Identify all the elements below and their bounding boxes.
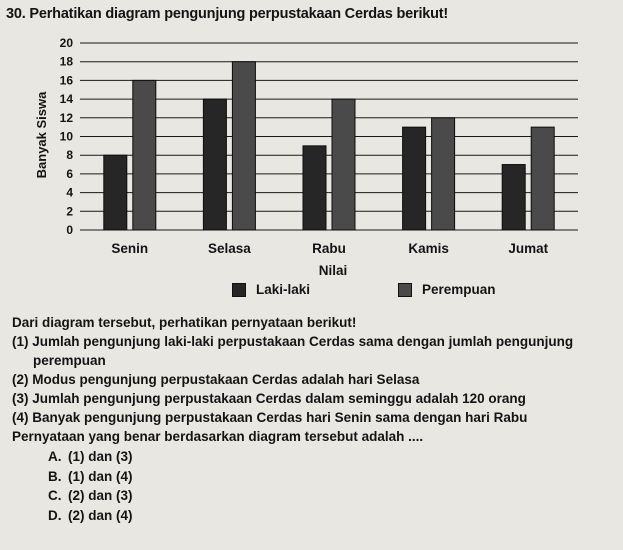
question-prompt: Pernyataan yang benar berdasarkan diagram tersebut adalah .... [12, 429, 424, 444]
legend-item-perempuan [398, 282, 496, 297]
x-tick-label: Senin [111, 241, 149, 256]
choice-c-text: (2) dan (3) [68, 488, 133, 503]
legend-item-laki-laki [232, 282, 310, 297]
problem-text [12, 313, 612, 525]
choice-a[interactable] [48, 447, 612, 467]
legend-label-laki-laki: Laki-laki [256, 282, 311, 297]
bar-selasa-laki-laki [203, 99, 226, 230]
statement-3: (3) Jumlah pengunjung perpustakaan Cerdas dalam seminggu adalah 120 orang [12, 391, 526, 406]
choice-d-letter: D. [48, 507, 62, 523]
statement-intro: Dari diagram tersebut, perhatikan pernyataan berikut! [12, 315, 357, 330]
answer-choices [12, 447, 612, 525]
x-tick-label: Jumat [508, 241, 549, 256]
chart-legend [0, 282, 623, 300]
bar-rabu-perempuan [332, 99, 355, 230]
statement-list [12, 332, 612, 427]
y-tick-label: 6 [66, 166, 73, 181]
bar-jumat-laki-laki [502, 165, 525, 230]
x-tick-label: Kamis [408, 241, 449, 256]
choice-c-letter: C. [48, 488, 62, 503]
y-tick-label: 4 [66, 185, 73, 200]
y-tick-label: 18 [59, 54, 73, 69]
x-tick-label: Rabu [312, 241, 346, 256]
legend-swatch-laki-laki [232, 283, 246, 297]
question-title: 30. Perhatikan diagram pengunjung perpustakaan Cerdas berikut! [6, 6, 449, 22]
statement-4: (4) Banyak pengunjung perpustakaan Cerdas hari Senin sama dengan hari Rabu [12, 410, 528, 425]
statement-1: (1) Jumlah pengunjung laki-laki perpustakaan Cerdas sama dengan jumlah pengunjung perempuan [12, 334, 574, 368]
bar-rabu-laki-laki [303, 146, 326, 230]
y-tick-label: 10 [59, 129, 73, 144]
y-tick-label: 2 [66, 204, 73, 219]
bar-senin-laki-laki [104, 155, 127, 230]
legend-label-perempuan: Perempuan [422, 282, 496, 297]
x-axis-label: Nilai [318, 263, 348, 278]
y-tick-label: 8 [66, 148, 73, 163]
bar-kamis-perempuan [432, 118, 455, 230]
choice-b[interactable] [48, 467, 612, 487]
y-tick-label: 14 [59, 92, 73, 107]
choice-d[interactable] [48, 506, 612, 526]
choice-d-text: (2) dan (4) [68, 507, 133, 523]
statement-2: (2) Modus pengunjung perpustakaan Cerdas adalah hari Selasa [12, 372, 420, 387]
bar-selasa-perempuan [232, 62, 255, 230]
bar-kamis-laki-laki [403, 127, 426, 230]
y-tick-label: 0 [66, 223, 73, 237]
y-tick-label: 12 [59, 110, 73, 125]
y-tick-label: 20 [59, 36, 73, 50]
choice-b-text: (1) dan (4) [68, 468, 133, 484]
y-axis-label: Banyak Siswa [34, 91, 49, 179]
legend-swatch-perempuan [398, 283, 412, 297]
choice-a-letter: A. [48, 449, 62, 464]
choice-b-letter: B. [48, 468, 62, 484]
y-tick-label: 16 [59, 73, 73, 88]
bar-senin-perempuan [133, 80, 156, 230]
x-tick-label: Selasa [208, 241, 251, 256]
choice-c[interactable] [48, 486, 612, 506]
bar-jumat-perempuan [531, 127, 554, 230]
choice-a-text: (1) dan (3) [68, 449, 133, 464]
